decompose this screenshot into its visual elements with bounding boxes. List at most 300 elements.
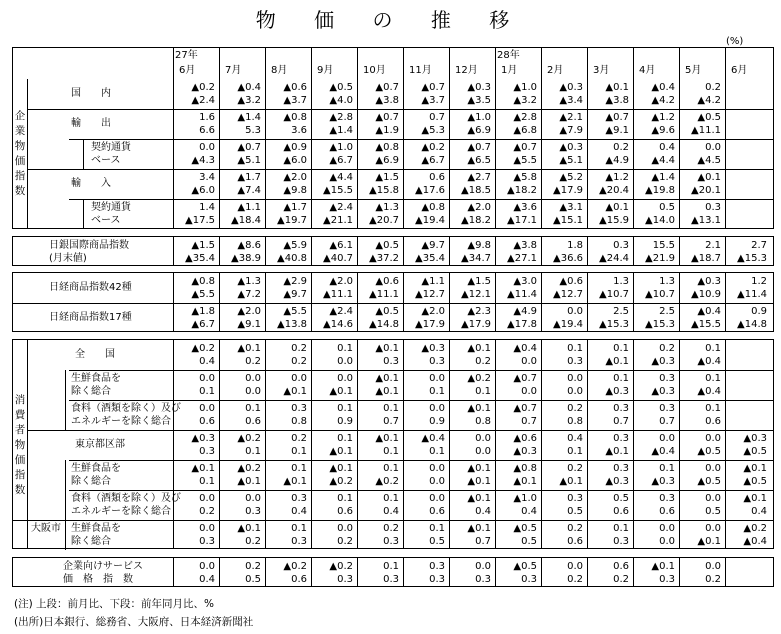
row-prefix-label: 大阪市 [31,523,61,534]
value-mom: ▲1.2 [605,172,629,183]
value-yoy: 0.1 [429,386,445,397]
table-section [12,79,774,229]
value-mom: ▲3.1 [559,202,583,213]
value-mom: 0.9 [751,306,767,317]
value-yoy: ▲4.2 [697,95,721,106]
month-header: 8月 [271,65,288,76]
year-header: 27年 [175,50,198,61]
month-header: 7月 [225,65,242,76]
value-mom: 0.1 [659,463,675,474]
value-mom: ▲0.5 [329,82,353,93]
value-yoy: 0.3 [567,356,583,367]
row-label-sub: 除く総合 [71,386,111,397]
value-yoy: 0.3 [475,574,491,585]
value-mom: 0.2 [291,343,307,354]
value-yoy: 0.6 [705,416,721,427]
value-mom: ▲0.6 [375,276,399,287]
row-divider [13,303,773,304]
value-yoy: ▲19.4 [415,215,445,226]
header-divider [219,48,220,79]
value-yoy: ▲0.1 [467,476,491,487]
row-label-sub: ベース [91,155,121,166]
row-divider [13,520,773,521]
value-yoy: ▲38.9 [231,253,261,264]
value-yoy: ▲7.4 [237,185,261,196]
value-yoy: ▲17.1 [507,215,537,226]
value-mom: ▲0.2 [743,523,767,534]
value-mom: ▲0.1 [375,433,399,444]
value-mom: 0.5 [659,202,675,213]
month-header: 6月 [731,65,748,76]
value-yoy: 0.5 [567,506,583,517]
table-section [12,339,774,549]
value-yoy: ▲7.2 [237,289,261,300]
row-label-sub: 除く総合 [71,536,111,547]
value-mom: 0.3 [291,493,307,504]
value-mom: 0.0 [337,373,353,384]
value-mom: 0.0 [567,561,583,572]
value-mom: 0.0 [199,493,215,504]
side-divider [27,79,28,228]
value-yoy: ▲18.2 [461,215,491,226]
value-yoy: ▲36.6 [553,253,583,264]
value-mom: ▲2.8 [513,112,537,123]
value-mom: 0.1 [291,523,307,534]
row-divider [69,490,773,491]
value-mom: ▲0.2 [237,433,261,444]
value-yoy: 0.4 [291,506,307,517]
value-mom: ▲0.8 [421,202,445,213]
month-header: 1月 [501,65,518,76]
value-mom: 0.1 [613,373,629,384]
value-mom: ▲0.8 [283,112,307,123]
column-divider [725,558,726,586]
row-label: 契約通貨 [91,142,131,153]
value-yoy: ▲19.7 [277,215,307,226]
value-yoy: ▲17.9 [553,185,583,196]
value-mom: 0.0 [475,433,491,444]
value-mom: ▲2.4 [329,306,353,317]
value-yoy: 0.2 [475,356,491,367]
value-mom: 0.1 [613,523,629,534]
value-mom: 0.0 [245,493,261,504]
value-mom: ▲0.2 [237,463,261,474]
value-mom: ▲2.0 [421,306,445,317]
value-mom: 0.3 [659,373,675,384]
value-mom: 0.5 [613,493,629,504]
row-label-sub: (月末値) [49,253,87,264]
value-mom: 0.3 [613,240,629,251]
month-header: 2月 [547,65,564,76]
month-header: 11月 [409,65,432,76]
value-yoy: ▲17.5 [185,215,215,226]
value-yoy: 0.3 [199,446,215,457]
value-mom: ▲0.3 [559,82,583,93]
value-yoy: ▲13.1 [691,215,721,226]
table-section [12,557,774,587]
value-mom: ▲3.8 [513,240,537,251]
row-label: 全 国 [75,349,115,360]
value-yoy: ▲15.3 [599,319,629,330]
value-mom: 0.0 [199,373,215,384]
value-mom: ▲1.7 [237,172,261,183]
value-yoy: 0.6 [613,506,629,517]
value-yoy: 0.3 [383,574,399,585]
value-mom: ▲1.0 [467,112,491,123]
value-yoy: ▲13.8 [277,319,307,330]
value-mom: 15.5 [652,240,675,251]
header-divider [495,48,496,79]
header-divider [679,48,680,79]
value-mom: 0.0 [429,403,445,414]
value-mom: 0.4 [659,142,675,153]
value-mom: 1.2 [751,276,767,287]
value-mom: 0.0 [567,373,583,384]
month-header: 12月 [455,65,478,76]
value-mom: 0.2 [567,463,583,474]
sub-divider [83,199,84,229]
value-yoy: ▲0.1 [559,476,583,487]
note-line: (注) 上段：前月比、下段：前年同月比、% [14,598,215,610]
value-yoy: ▲15.3 [645,319,675,330]
value-mom: ▲0.1 [743,493,767,504]
value-mom: 0.1 [337,433,353,444]
value-mom: 0.2 [245,561,261,572]
value-mom: 0.0 [475,561,491,572]
value-mom: 1.3 [659,276,675,287]
value-yoy: 0.1 [199,386,215,397]
value-yoy: 0.6 [567,536,583,547]
value-mom: 0.2 [659,343,675,354]
value-mom: 0.0 [705,433,721,444]
value-yoy: ▲21.9 [645,253,675,264]
value-yoy: ▲18.5 [461,185,491,196]
value-mom: 0.2 [567,403,583,414]
value-mom: ▲1.3 [237,276,261,287]
value-mom: 0.1 [383,493,399,504]
value-yoy: 0.8 [291,416,307,427]
column-divider [725,79,726,228]
value-yoy: ▲35.4 [415,253,445,264]
value-yoy: ▲5.3 [421,125,445,136]
value-yoy: 0.4 [199,356,215,367]
value-mom: 0.0 [337,523,353,534]
header-divider [449,48,450,79]
value-yoy: 0.3 [337,574,353,585]
value-yoy: ▲15.1 [553,215,583,226]
value-mom: 0.0 [429,373,445,384]
value-mom: ▲2.3 [467,306,491,317]
value-yoy: 0.0 [475,446,491,457]
value-mom: ▲0.1 [329,463,353,474]
month-header: 4月 [639,65,656,76]
value-mom: 0.0 [705,493,721,504]
value-mom: ▲5.2 [559,172,583,183]
value-mom: 0.6 [429,172,445,183]
row-label-sub: 除く総合 [71,476,111,487]
table-section [12,272,774,332]
value-mom: 0.3 [613,433,629,444]
value-yoy: ▲0.1 [513,476,537,487]
value-mom: ▲0.2 [329,561,353,572]
value-yoy: 0.1 [475,386,491,397]
value-yoy: ▲0.1 [283,386,307,397]
value-yoy: ▲14.6 [323,319,353,330]
value-yoy: ▲24.4 [599,253,629,264]
value-yoy: ▲15.3 [737,253,767,264]
value-yoy: ▲14.8 [369,319,399,330]
value-mom: ▲0.2 [283,561,307,572]
value-yoy: ▲17.6 [415,185,445,196]
value-yoy: ▲0.5 [697,446,721,457]
value-mom: 0.0 [199,561,215,572]
value-yoy: ▲20.4 [599,185,629,196]
value-mom: ▲9.7 [421,240,445,251]
value-yoy: ▲6.0 [283,155,307,166]
value-mom: ▲0.1 [467,463,491,474]
month-header: 5月 [685,65,702,76]
value-mom: ▲1.7 [283,202,307,213]
value-yoy: ▲0.4 [743,536,767,547]
value-yoy: ▲5.5 [191,289,215,300]
value-mom: ▲2.4 [329,202,353,213]
value-mom: 0.1 [705,403,721,414]
value-mom: ▲0.2 [421,142,445,153]
value-yoy: ▲34.7 [461,253,491,264]
value-yoy: ▲40.7 [323,253,353,264]
value-mom: ▲0.3 [697,276,721,287]
value-yoy: 0.7 [521,416,537,427]
value-yoy: 0.5 [245,574,261,585]
value-mom: 0.0 [659,523,675,534]
row-divider [27,430,773,431]
value-yoy: ▲3.8 [375,95,399,106]
value-yoy: ▲15.9 [599,215,629,226]
value-yoy: ▲0.1 [237,476,261,487]
value-mom: ▲0.4 [651,82,675,93]
value-yoy: 0.2 [567,574,583,585]
value-yoy: ▲6.8 [513,125,537,136]
value-mom: ▲0.3 [191,433,215,444]
value-yoy: ▲20.1 [691,185,721,196]
value-mom: ▲0.5 [513,523,537,534]
row-label: 輸 出 [71,118,111,129]
value-mom: 0.3 [567,493,583,504]
value-yoy: ▲17.8 [507,319,537,330]
value-yoy: 0.5 [429,536,445,547]
row-label: 生鮮食品を [71,463,121,474]
value-yoy: ▲0.4 [697,356,721,367]
value-mom: 0.0 [245,373,261,384]
value-yoy: ▲0.3 [651,356,675,367]
value-yoy: 0.4 [475,506,491,517]
value-mom: 0.1 [337,493,353,504]
value-mom: 0.1 [567,343,583,354]
value-yoy: ▲0.3 [651,386,675,397]
value-mom: ▲0.8 [375,142,399,153]
value-mom: ▲0.7 [237,142,261,153]
value-mom: 0.3 [613,463,629,474]
value-yoy: ▲1.4 [329,125,353,136]
value-yoy: ▲37.2 [369,253,399,264]
value-yoy: ▲0.1 [329,386,353,397]
value-mom: ▲0.7 [605,112,629,123]
value-yoy: 0.0 [521,386,537,397]
row-label: 輸 入 [71,178,111,189]
value-mom: 0.0 [659,433,675,444]
value-yoy: ▲6.7 [421,155,445,166]
value-yoy: ▲0.5 [743,446,767,457]
value-mom: 0.1 [383,463,399,474]
value-yoy: ▲3.5 [467,95,491,106]
value-mom: ▲1.2 [651,112,675,123]
value-mom: ▲2.8 [329,112,353,123]
value-mom: ▲2.0 [283,172,307,183]
row-label: 日経商品指数42種 [49,282,132,293]
row-divider [27,109,773,110]
value-yoy: ▲9.6 [651,125,675,136]
value-yoy: ▲15.5 [323,185,353,196]
value-mom: ▲1.8 [191,306,215,317]
value-yoy: ▲0.4 [651,446,675,457]
value-mom: ▲0.4 [697,306,721,317]
value-mom: 0.0 [429,493,445,504]
value-mom: ▲4.9 [513,306,537,317]
value-mom: ▲0.3 [743,433,767,444]
value-mom: ▲3.0 [513,276,537,287]
value-yoy: ▲0.5 [697,476,721,487]
value-yoy: ▲0.3 [605,476,629,487]
value-mom: ▲1.5 [191,240,215,251]
value-yoy: ▲6.9 [467,125,491,136]
value-yoy: 0.1 [383,446,399,457]
value-mom: 0.3 [705,202,721,213]
value-mom: ▲0.7 [513,142,537,153]
value-mom: ▲5.9 [283,240,307,251]
value-yoy: 0.7 [659,416,675,427]
value-mom: 0.0 [705,561,721,572]
value-mom: ▲0.7 [513,403,537,414]
value-yoy: ▲5.1 [559,155,583,166]
value-mom: 2.5 [613,306,629,317]
value-mom: 0.3 [613,403,629,414]
value-yoy: ▲3.2 [513,95,537,106]
value-mom: ▲0.3 [559,142,583,153]
value-yoy: ▲11.1 [691,125,721,136]
value-yoy: 0.7 [383,416,399,427]
value-mom: ▲1.0 [513,82,537,93]
value-yoy: ▲0.3 [513,446,537,457]
value-yoy: ▲18.7 [691,253,721,264]
table-section [12,236,774,266]
value-yoy: ▲0.5 [743,476,767,487]
value-mom: 0.0 [199,523,215,534]
value-yoy: ▲6.0 [191,185,215,196]
value-mom: ▲0.7 [421,82,445,93]
value-mom: ▲6.1 [329,240,353,251]
value-yoy: ▲12.7 [553,289,583,300]
value-yoy: 0.8 [567,416,583,427]
value-mom: 0.1 [383,403,399,414]
value-yoy: ▲17.9 [461,319,491,330]
value-mom: ▲1.5 [467,276,491,287]
value-yoy: ▲18.2 [507,185,537,196]
value-yoy: ▲11.1 [323,289,353,300]
value-mom: ▲4.4 [329,172,353,183]
row-label-sub: エネルギーを除く総合 [71,506,171,517]
value-yoy: ▲27.1 [507,253,537,264]
value-mom: ▲1.4 [651,172,675,183]
value-yoy: ▲0.2 [375,476,399,487]
header-divider [633,48,634,79]
value-yoy: ▲1.9 [375,125,399,136]
value-mom: 0.2 [291,433,307,444]
value-mom: ▲1.5 [375,172,399,183]
value-yoy: 0.1 [199,476,215,487]
value-yoy: 0.2 [613,574,629,585]
value-mom: ▲8.6 [237,240,261,251]
value-yoy: ▲10.7 [599,289,629,300]
value-yoy: ▲21.1 [323,215,353,226]
value-mom: ▲0.1 [467,523,491,534]
value-yoy: ▲20.7 [369,215,399,226]
value-mom: ▲1.4 [237,112,261,123]
value-yoy: ▲0.1 [283,476,307,487]
value-yoy: 0.2 [245,536,261,547]
value-mom: 0.0 [705,142,721,153]
value-mom: 0.6 [613,561,629,572]
sub-divider [83,139,84,169]
value-yoy: ▲19.8 [645,185,675,196]
row-label-sub: 価 格 指 数 [63,574,133,585]
value-mom: ▲0.3 [467,82,491,93]
value-yoy: 0.2 [199,506,215,517]
value-mom: ▲0.1 [467,493,491,504]
value-yoy: ▲0.1 [697,536,721,547]
value-yoy: 0.8 [475,416,491,427]
row-label: 生鮮食品を [71,373,121,384]
value-yoy: 0.3 [613,536,629,547]
header-divider [541,48,542,79]
value-yoy: 0.3 [383,536,399,547]
value-yoy: ▲0.1 [605,356,629,367]
value-yoy: 0.0 [567,386,583,397]
value-yoy: ▲4.2 [651,95,675,106]
value-mom: 0.3 [659,403,675,414]
value-mom: ▲0.1 [191,463,215,474]
value-mom: 0.1 [337,403,353,414]
year-header: 28年 [497,50,520,61]
value-mom: ▲1.3 [375,202,399,213]
value-yoy: ▲0.1 [329,446,353,457]
value-yoy: 5.3 [245,125,261,136]
value-mom: 0.1 [429,523,445,534]
value-yoy: 0.7 [613,416,629,427]
value-yoy: 0.0 [429,476,445,487]
value-mom: 3.4 [199,172,215,183]
value-yoy: ▲0.1 [605,446,629,457]
value-yoy: 0.0 [659,536,675,547]
sub-divider [65,490,66,520]
value-yoy: ▲0.3 [605,386,629,397]
value-mom: 0.1 [705,373,721,384]
value-yoy: ▲6.7 [329,155,353,166]
value-mom: ▲0.4 [237,82,261,93]
value-mom: 0.0 [291,373,307,384]
value-mom: 2.5 [659,306,675,317]
row-divider [69,139,773,140]
value-mom: 0.3 [429,561,445,572]
